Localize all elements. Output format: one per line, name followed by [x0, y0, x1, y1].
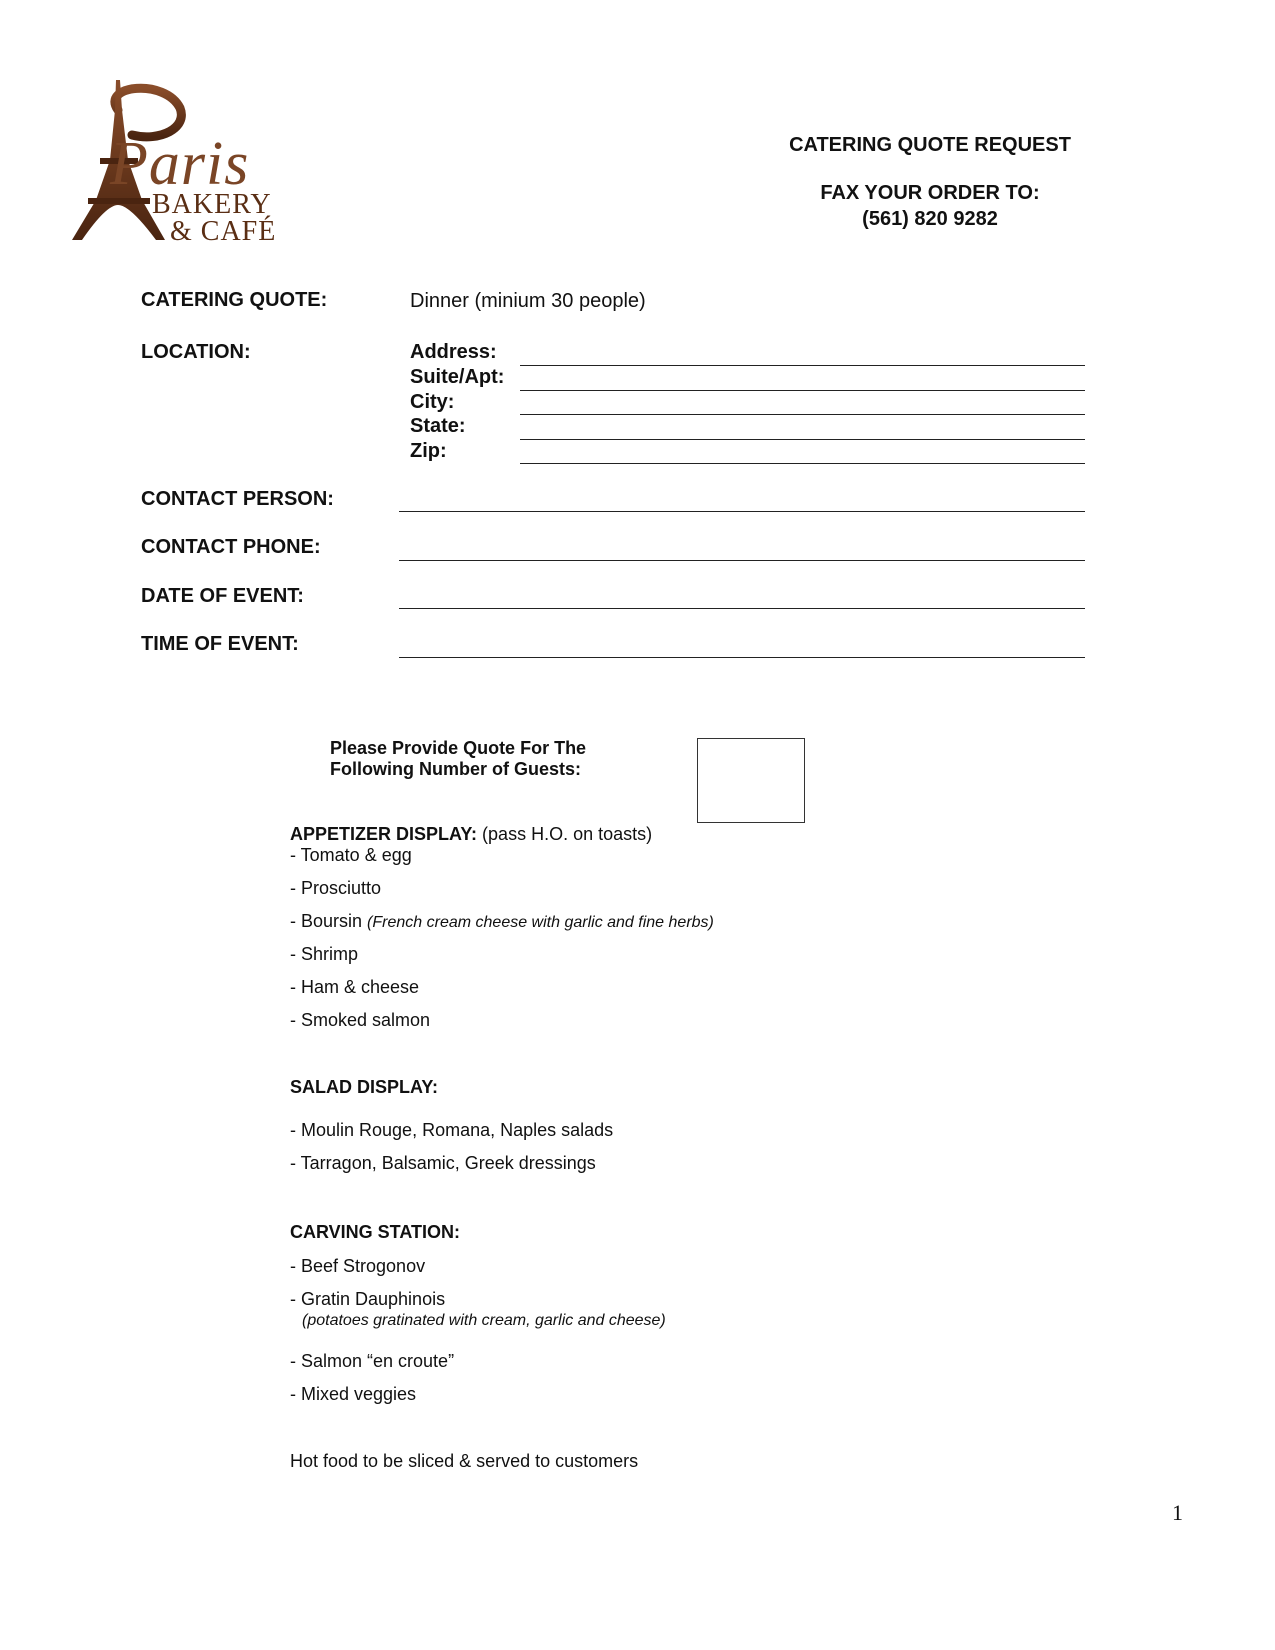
address-label: Address: — [410, 341, 497, 363]
appetizer-heading-row — [290, 824, 652, 845]
contact-phone-field-line[interactable] — [399, 560, 1085, 561]
hot-food-note: Hot food to be sliced & served to customers — [290, 1451, 639, 1471]
appetizer-item-boursin: - Boursin — [290, 911, 363, 931]
date-of-event-label: DATE OF EVENT: — [141, 585, 304, 607]
appetizer-item-ham-cheese: - Ham & cheese — [290, 977, 420, 997]
paris-bakery-logo — [70, 80, 310, 250]
logo-cafe-text: & CAFÉ — [170, 216, 277, 247]
appetizer-item-tomato-egg: - Tomato & egg — [290, 845, 412, 865]
location-label: LOCATION: — [141, 341, 251, 363]
salad-item-dressings: - Tarragon, Balsamic, Greek dressings — [290, 1153, 596, 1173]
guest-count-box[interactable] — [697, 738, 805, 823]
carving-item-gratin: - Gratin Dauphinois — [290, 1289, 446, 1309]
date-of-event-field-line[interactable] — [399, 608, 1085, 609]
city-field-line[interactable] — [520, 414, 1085, 415]
carving-item-beef: - Beef Strogonov — [290, 1256, 426, 1276]
zip-field-line[interactable] — [520, 463, 1085, 464]
appetizer-heading: APPETIZER DISPLAY: — [290, 824, 478, 844]
contact-phone-label: CONTACT PHONE: — [141, 536, 321, 558]
contact-person-field-line[interactable] — [399, 511, 1085, 512]
logo-bakery-text: BAKERY — [152, 189, 272, 220]
catering-quote-value: Dinner (minium 30 people) — [410, 290, 646, 312]
form-title: CATERING QUOTE REQUEST — [789, 134, 1071, 156]
page-number: 1 — [1172, 1500, 1183, 1525]
salad-item-salads: - Moulin Rouge, Romana, Naples salads — [290, 1120, 614, 1140]
logo-paris-text: Paris — [110, 130, 250, 198]
appetizer-note: (pass H.O. on toasts) — [482, 824, 653, 844]
guests-prompt-line1: Please Provide Quote For The — [330, 738, 587, 758]
gratin-description: (potatoes gratinated with cream, garlic and cheese) — [302, 1312, 666, 1329]
address-field-line[interactable] — [520, 365, 1085, 366]
appetizer-item-smoked-salmon: - Smoked salmon — [290, 1010, 431, 1030]
city-label: City: — [410, 391, 455, 413]
carving-heading: CARVING STATION: — [290, 1222, 460, 1242]
salad-heading: SALAD DISPLAY: — [290, 1077, 439, 1097]
zip-label: Zip: — [410, 440, 447, 462]
suite-apt-field-line[interactable] — [520, 390, 1085, 391]
fax-number: (561) 820 9282 — [862, 208, 998, 230]
appetizer-item-boursin-row — [290, 911, 714, 932]
time-of-event-field-line[interactable] — [399, 657, 1085, 658]
time-of-event-label: TIME OF EVENT: — [141, 633, 299, 655]
fax-label: FAX YOUR ORDER TO: — [820, 182, 1040, 204]
contact-person-label: CONTACT PERSON: — [141, 488, 334, 510]
guests-prompt-line2: Following Number of Guests: — [330, 759, 581, 779]
suite-apt-label: Suite/Apt: — [410, 366, 505, 388]
carving-item-veggies: - Mixed veggies — [290, 1384, 417, 1404]
carving-item-salmon: - Salmon “en croute” — [290, 1351, 455, 1371]
state-field-line[interactable] — [520, 439, 1085, 440]
appetizer-item-shrimp: - Shrimp — [290, 944, 359, 964]
appetizer-item-prosciutto: - Prosciutto — [290, 878, 382, 898]
catering-quote-label: CATERING QUOTE: — [141, 289, 328, 311]
boursin-description: (French cream cheese with garlic and fine herbs) — [367, 914, 714, 931]
state-label: State: — [410, 415, 466, 437]
